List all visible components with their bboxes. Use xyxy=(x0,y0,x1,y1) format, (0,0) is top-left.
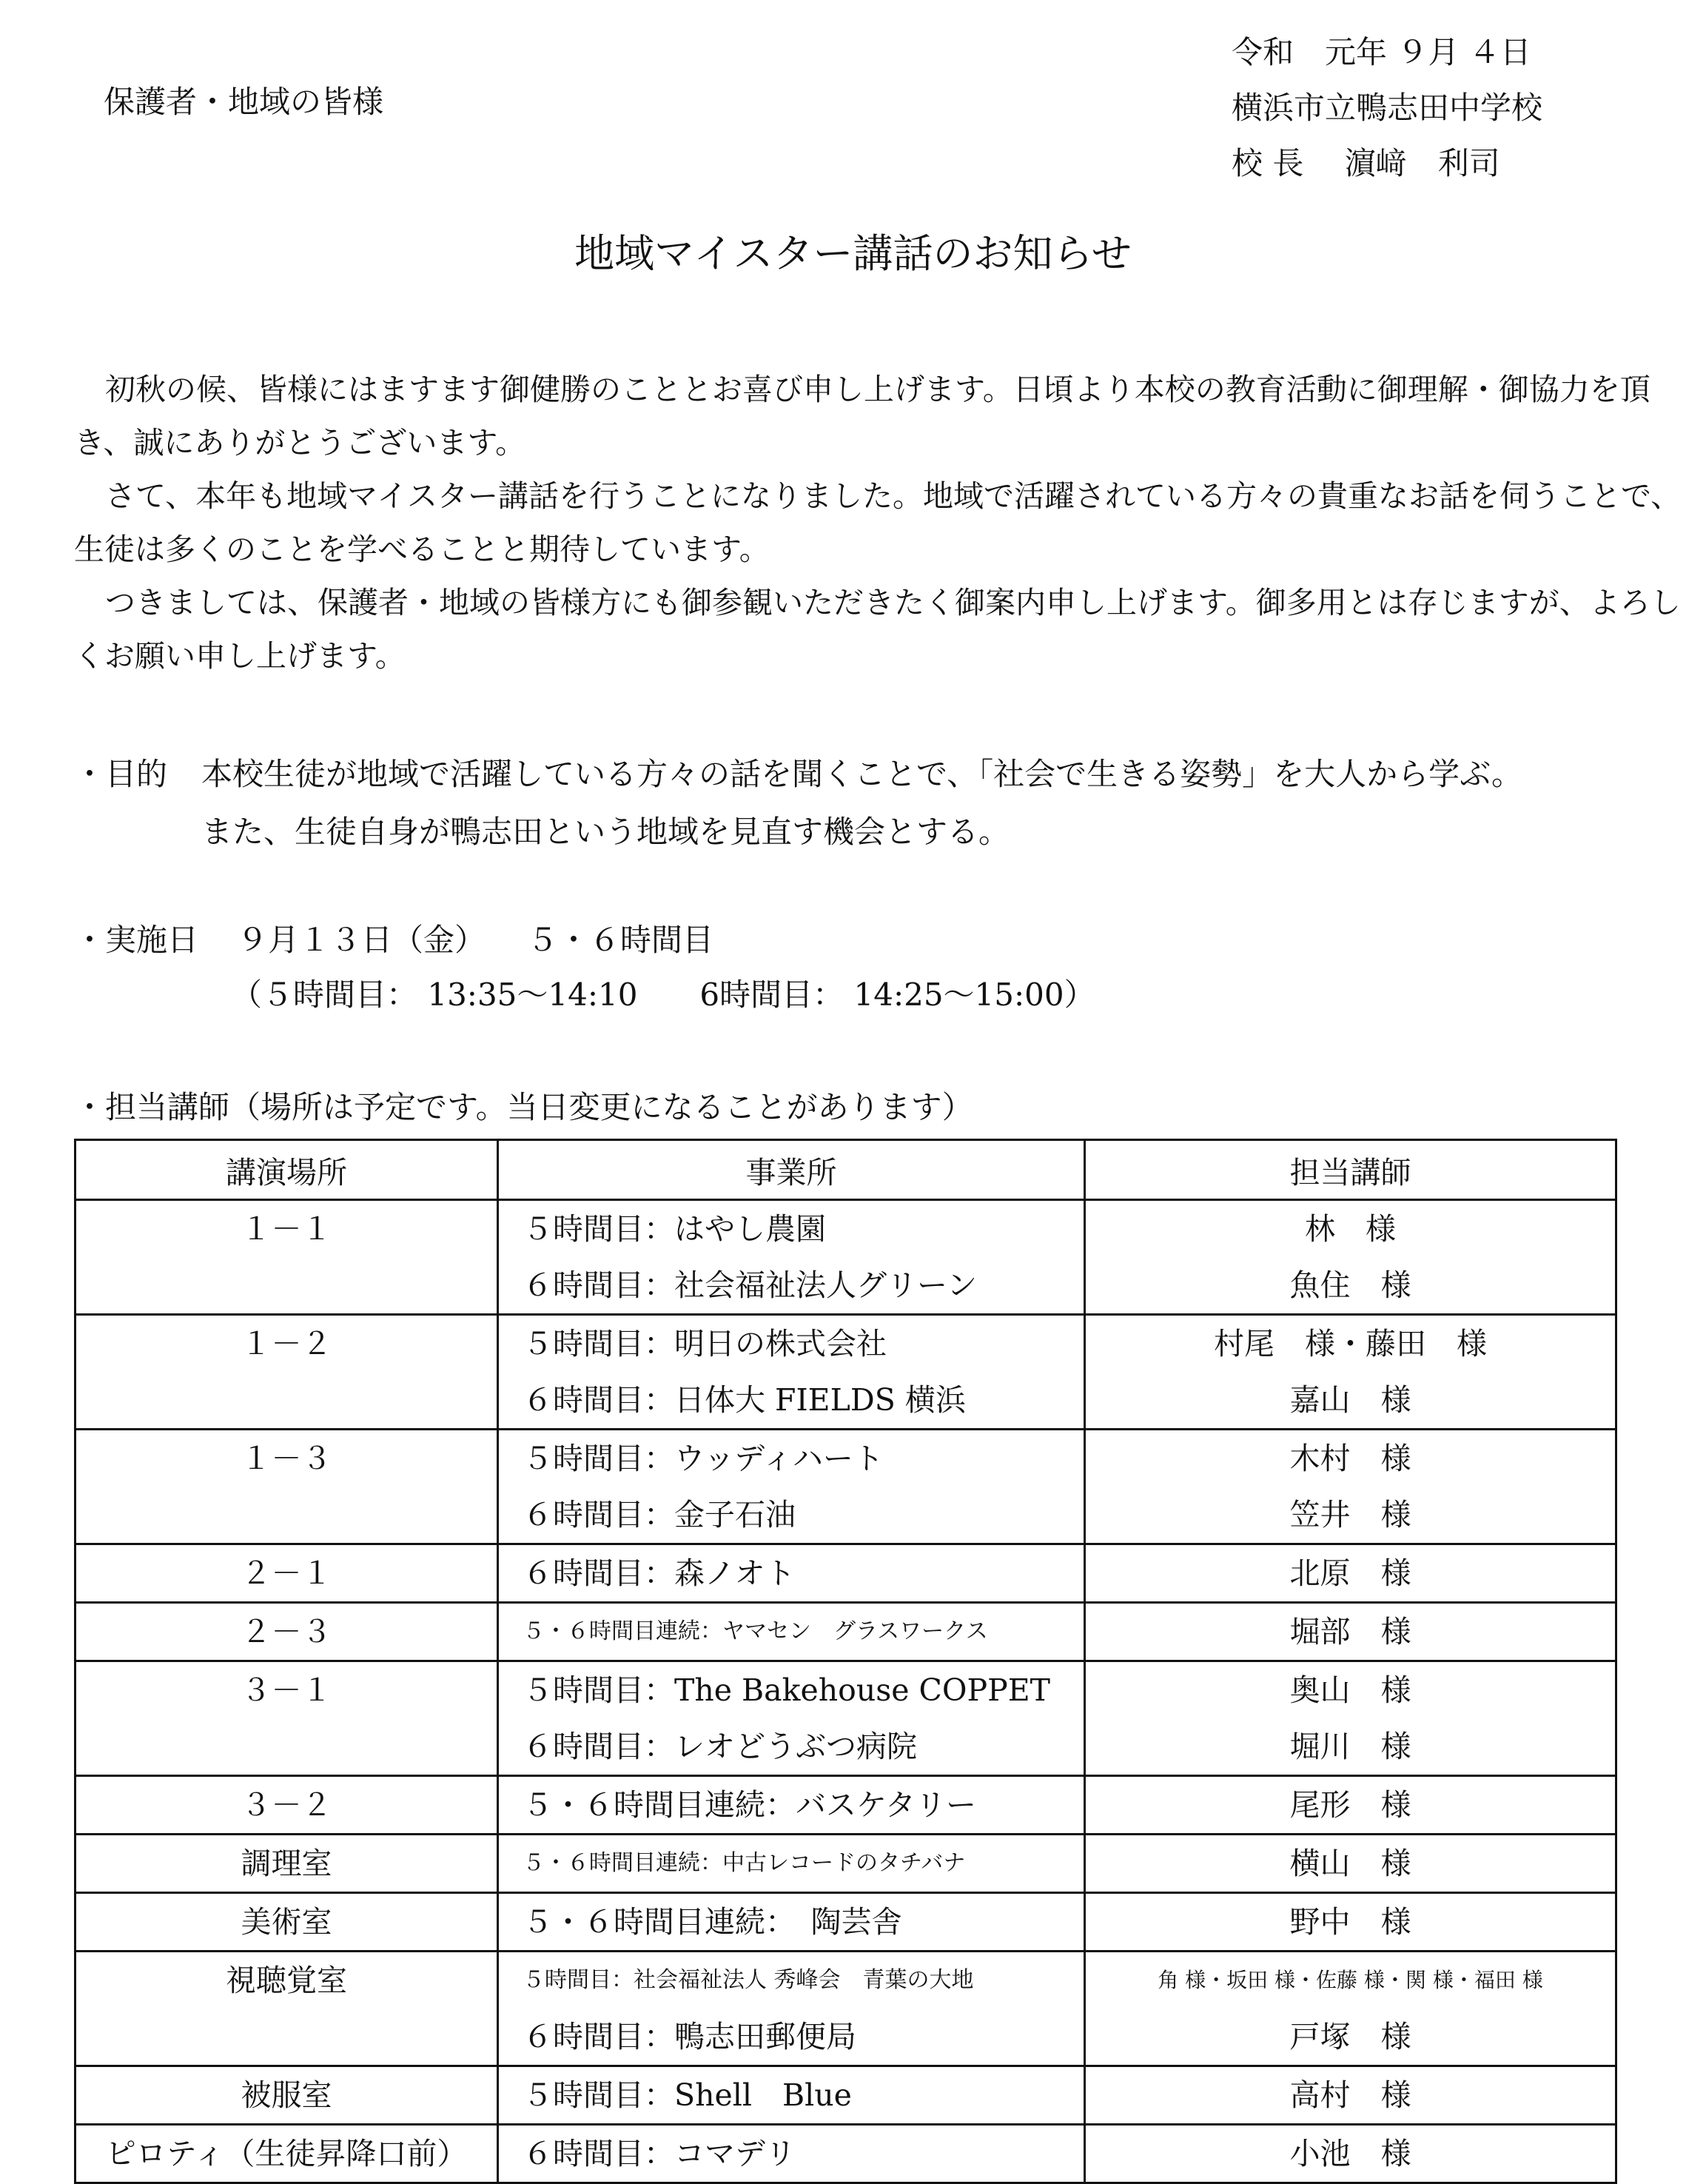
place-cell xyxy=(75,1430,498,1544)
office-cell xyxy=(498,1661,1085,1776)
schedule-label: ・実施日 xyxy=(74,922,199,958)
office-entry: ５・６時間目連続： 陶芸舎 xyxy=(523,1904,902,1940)
lecturer-cell xyxy=(1085,1893,1616,1952)
purpose-label: ・目的 xyxy=(74,756,168,792)
lecturer-entry: 北原 様 xyxy=(1289,1555,1411,1591)
lecturer-cell xyxy=(1085,1661,1616,1776)
office-cell xyxy=(498,2125,1085,2183)
lecturer-cell xyxy=(1085,1315,1616,1430)
table-row xyxy=(75,1603,1616,1661)
office-cell xyxy=(498,2066,1085,2125)
lecturer-entry: 村尾 様・藤田 様 xyxy=(1214,1326,1487,1361)
office-entry: ６時間目：森ノオト xyxy=(523,1555,796,1591)
lecturer-entry: 堀部 様 xyxy=(1289,1614,1411,1649)
place-label: １－２ xyxy=(241,1326,332,1361)
office-entry: ５時間目：明日の株式会社 xyxy=(523,1326,887,1361)
office-entry: ６時間目：金子石油 xyxy=(523,1497,796,1533)
office-entry: ５時間目：ウッディハート xyxy=(523,1441,884,1476)
place-cell xyxy=(75,1661,498,1776)
place-label: 視聴覚室 xyxy=(226,1963,347,1998)
place-cell xyxy=(75,1603,498,1661)
table-row xyxy=(75,2066,1616,2125)
office-cell xyxy=(498,1952,1085,2066)
lecturer-cell xyxy=(1085,1200,1616,1315)
table-row xyxy=(75,1835,1616,1893)
place-label: ３－２ xyxy=(241,1787,332,1823)
office-entry: ６時間目：鴨志田郵便局 xyxy=(523,2019,856,2054)
office-entry: ６時間目：社会福祉法人グリーン xyxy=(523,1267,978,1303)
place-cell xyxy=(75,1952,498,2066)
office-entry: ５時間目：The Bakehouse COPPET xyxy=(523,1672,1050,1708)
table-header-row xyxy=(75,1140,1616,1200)
school-name: 横浜市立鴨志田中学校 xyxy=(1232,90,1543,126)
place-label: 美術室 xyxy=(241,1904,332,1940)
place-cell xyxy=(75,1200,498,1315)
place-label: 調理室 xyxy=(241,1846,332,1881)
place-label: １－１ xyxy=(241,1211,332,1247)
office-entry: ５・６時間目連続：中古レコードのタチバナ xyxy=(523,1850,966,1876)
purpose-line-1: 本校生徒が地域で活躍している方々の話を聞くことで、「社会で生きる姿勢」を大人から学ぶ。 xyxy=(201,756,1523,792)
lecturer-entry: 戸塚 様 xyxy=(1289,2019,1411,2054)
instructors-heading: ・担当講師（場所は予定です。当日変更になることがあります） xyxy=(74,1089,973,1125)
office-entry: ５時間目：はやし農園 xyxy=(523,1211,826,1247)
place-cell xyxy=(75,1893,498,1952)
place-label: ３－１ xyxy=(241,1672,332,1708)
office-entry: ６時間目：レオどうぶつ病院 xyxy=(523,1729,917,1764)
office-cell xyxy=(498,1200,1085,1315)
lecturer-entry: 魚住 様 xyxy=(1289,1267,1411,1303)
lecturer-entry: 林 様 xyxy=(1305,1211,1396,1247)
lecturer-cell xyxy=(1085,1835,1616,1893)
office-cell xyxy=(498,1544,1085,1603)
lecturer-cell xyxy=(1085,1430,1616,1544)
lecturer-entry: 尾形 様 xyxy=(1289,1787,1411,1823)
lecturer-entry: 角 様・坂田 様・佐藤 様・関 様・福田 様 xyxy=(1158,1968,1543,1992)
place-label: 被服室 xyxy=(241,2077,332,2113)
table-row xyxy=(75,1952,1616,2066)
place-cell xyxy=(75,1776,498,1835)
lecturer-entry: 小池 様 xyxy=(1289,2136,1411,2171)
document-title: 地域マイスター講話のお知らせ xyxy=(574,230,1132,277)
invitation-paragraph: つきましては、保護者・地域の皆様方にも御参観いただきたく御案内申し上げます。御多用とは存じますが、よろしくお願い申し上げます。 xyxy=(74,585,1681,674)
lecturer-cell xyxy=(1085,1603,1616,1661)
office-entry: ５・６時間目連続：ヤマセン グラスワークス xyxy=(523,1618,988,1644)
announcement-paragraph: さて、本年も地域マイスター講話を行うことになりました。地域で活躍されている方々の貴重なお話を伺うことで、生徒は多くのことを学べることと期待しています。 xyxy=(74,478,1682,567)
office-entry: ５・６時間目連続：バスケタリー xyxy=(523,1787,976,1823)
table-row xyxy=(75,1200,1616,1315)
table-row xyxy=(75,1893,1616,1952)
place-label: １－３ xyxy=(241,1441,332,1476)
table-row xyxy=(75,1776,1616,1835)
lecturer-entry: 奥山 様 xyxy=(1289,1672,1411,1708)
office-entry: ５時間目：社会福祉法人 秀峰会 青葉の大地 xyxy=(523,1967,974,1993)
lecturer-entry: 堀川 様 xyxy=(1289,1729,1411,1764)
column-header-office: 事業所 xyxy=(498,1140,1085,1200)
office-cell xyxy=(498,1776,1085,1835)
lecturer-cell xyxy=(1085,1544,1616,1603)
place-label: ２－３ xyxy=(241,1614,332,1649)
lecturer-cell xyxy=(1085,2125,1616,2183)
schedule-periods: ５・６時間目 xyxy=(527,922,714,958)
schedule-date: ９月１３日（金） xyxy=(237,922,486,958)
lecturer-entry: 嘉山 様 xyxy=(1289,1382,1411,1418)
lecturer-cell xyxy=(1085,2066,1616,2125)
column-header-place: 講演場所 xyxy=(75,1140,498,1200)
lecturer-entry: 笠井 様 xyxy=(1289,1497,1411,1533)
office-entry: ５時間目：Shell Blue xyxy=(523,2077,852,2113)
place-label: ピロティ（生徒昇降口前） xyxy=(105,2136,468,2171)
office-cell xyxy=(498,1893,1085,1952)
addressee: 保護者・地域の皆様 xyxy=(104,84,384,120)
office-cell xyxy=(498,1603,1085,1661)
instructors-table xyxy=(74,1139,1617,2184)
principal-name: 校 長 濵﨑 利司 xyxy=(1232,145,1500,181)
schedule-times: （５時間目： 13:35～14:10 6時間目： 14:25～15:00） xyxy=(231,977,1095,1013)
office-cell xyxy=(498,1430,1085,1544)
table-row xyxy=(75,1544,1616,1603)
purpose-line-2: また、生徒自身が鴨志田という地域を見直す機会とする。 xyxy=(201,814,1010,850)
lecturer-entry: 木村 様 xyxy=(1289,1441,1411,1476)
office-entry: ６時間目：コマデリ xyxy=(523,2136,796,2171)
greeting-paragraph: 初秋の候、皆様にはますます御健勝のこととお喜び申し上げます。日頃より本校の教育活動に御理解・御協力を頂き、誠にありがとうございます。 xyxy=(74,372,1650,460)
office-entry: ６時間目：日体大 FIELDS 横浜 xyxy=(523,1382,966,1418)
table-row xyxy=(75,2125,1616,2183)
place-cell xyxy=(75,2125,498,2183)
lecturer-entry: 野中 様 xyxy=(1289,1904,1411,1940)
place-cell xyxy=(75,1835,498,1893)
column-header-lecturer: 担当講師 xyxy=(1085,1140,1616,1200)
office-cell xyxy=(498,1315,1085,1430)
lecturer-cell xyxy=(1085,1776,1616,1835)
table-row xyxy=(75,1315,1616,1430)
office-cell xyxy=(498,1835,1085,1893)
lecturer-entry: 高村 様 xyxy=(1289,2077,1411,2113)
lecturer-cell xyxy=(1085,1952,1616,2066)
place-label: ２－１ xyxy=(241,1555,332,1591)
lecturer-entry: 横山 様 xyxy=(1289,1846,1411,1881)
table-row xyxy=(75,1430,1616,1544)
place-cell xyxy=(75,1544,498,1603)
issue-date: 令和 元年 ９月 ４日 xyxy=(1232,34,1531,70)
table-row xyxy=(75,1661,1616,1776)
place-cell xyxy=(75,1315,498,1430)
place-cell xyxy=(75,2066,498,2125)
